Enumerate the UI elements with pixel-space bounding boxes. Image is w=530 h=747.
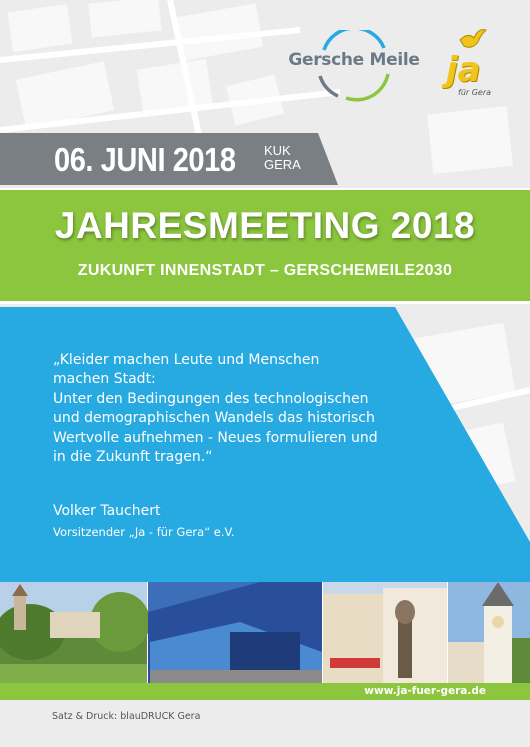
website-link[interactable]: www.ja-fuer-gera.de bbox=[364, 685, 486, 697]
photo-park-castle bbox=[0, 582, 150, 683]
venue-line-2: GERA bbox=[264, 157, 301, 172]
quote-author: Volker Tauchert bbox=[53, 503, 161, 519]
author-role: Vorsitzender „Ja - für Gera“ e.V. bbox=[53, 525, 235, 539]
quote-line: in die Zukunft tragen.“ bbox=[53, 449, 213, 466]
venue-line-1: KUK bbox=[264, 143, 291, 158]
event-date: 06. JUNI 2018 bbox=[54, 141, 236, 178]
gersche-meile-text: Gersche Meile bbox=[288, 50, 420, 70]
photo-strip bbox=[0, 582, 530, 683]
photo-town-square bbox=[323, 582, 447, 683]
event-venue bbox=[264, 144, 301, 172]
quote-line: „Kleider machen Leute und Menschen bbox=[53, 352, 320, 368]
bird-icon bbox=[458, 26, 488, 52]
quote-text bbox=[53, 351, 413, 467]
print-credit: Satz & Druck: blauDRUCK Gera bbox=[52, 711, 201, 722]
ja-fuer-gera-logo bbox=[436, 26, 496, 102]
ja-logo-text: ja bbox=[446, 50, 481, 90]
quote-line: Wertvolle aufnehmen - Neues formulieren und bbox=[53, 429, 378, 446]
ja-logo-subtitle: für Gera bbox=[458, 88, 492, 97]
photo-glass-building bbox=[148, 582, 322, 683]
quote-line: und demographischen Wandels das historisch bbox=[53, 410, 375, 427]
photo-town-hall bbox=[448, 582, 530, 683]
event-title: JAHRESMEETING 2018 bbox=[54, 205, 476, 246]
gersche-meile-logo bbox=[286, 30, 422, 102]
quote-line: machen Stadt: bbox=[53, 371, 156, 388]
quote-line: Unter den Bedingungen des technologischen bbox=[53, 390, 369, 407]
event-subtitle: ZUKUNFT INNENSTADT – GERSCHEMEILE2030 bbox=[77, 262, 453, 279]
